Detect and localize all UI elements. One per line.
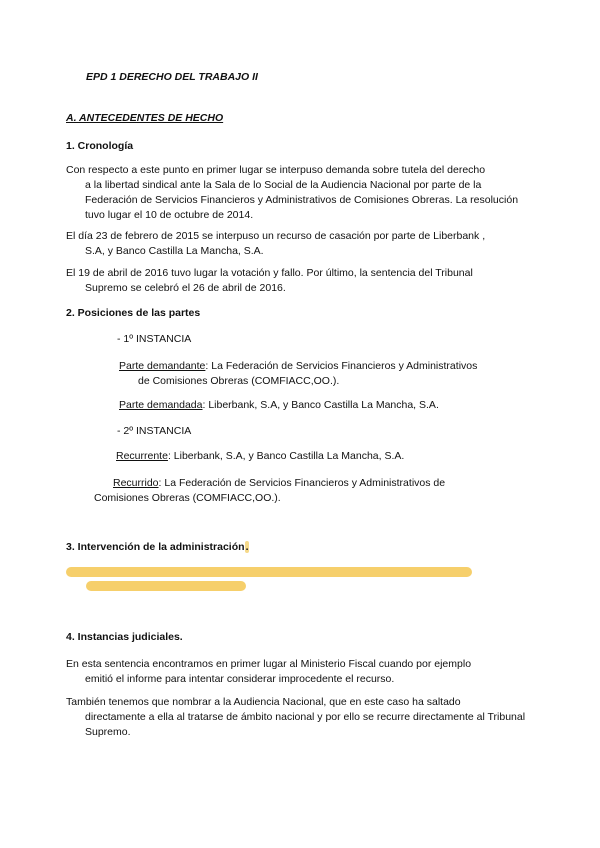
section-a-heading: A. ANTECEDENTES DE HECHO [66,112,224,124]
paragraph-first-line: También tenemos que nombrar a la Audiencia Nacional, que en este caso ha saltado [66,696,461,708]
highlight-mark-1 [66,567,472,577]
demandada-label: Parte demandada [119,399,203,411]
cronologia-heading: 1. Cronología [66,140,134,152]
recurrido-continuation: Comisiones Obreras (COMFIACC,OO.). [94,492,281,504]
highlighted-period: . [245,541,249,553]
recurrente-label: Recurrente [116,450,168,462]
highlight-mark-2 [86,581,246,591]
intervencion-heading [66,541,249,553]
cronologia-paragraph-3 [66,266,536,296]
recurrente-text: : Liberbank, S.A, y Banco Castilla La Mancha, S.A. [167,450,405,462]
demandada-text: : Liberbank, S.A, y Banco Castilla La Mancha, S.A. [202,399,439,411]
paragraph-continuation: emitió el informe para intentar considerar improcedente el recurso. [85,673,395,685]
parte-demandada [119,399,439,411]
paragraph-first-line: El 19 de abril de 2016 tuvo lugar la votación y fallo. Por último, la sentencia del Tribunal [66,267,473,279]
cronologia-paragraph-1 [66,163,536,223]
recurrido-text: : La Federación de Servicios Financieros y Administrativos de [158,477,446,489]
intervencion-heading-text: 3. Intervención de la administración [66,541,245,553]
recurrido [94,476,513,506]
paragraph-first-line: El día 23 de febrero de 2015 se interpuso un recurso de casación por parte de Liberbank , [66,230,486,242]
document-title: EPD 1 DERECHO DEL TRABAJO II [86,71,258,83]
parte-demandante [119,359,519,389]
demandante-text: : La Federación de Servicios Financieros y Administrativos [205,360,478,372]
cronologia-paragraph-2 [66,229,536,259]
recurrido-label: Recurrido [113,477,159,489]
segunda-instancia-label: - 2º INSTANCIA [117,425,192,437]
instancias-paragraph-2 [66,695,536,740]
paragraph-continuation: Supremo se celebró el 26 de abril de 2016. [85,282,286,294]
instancias-heading: 4. Instancias judiciales. [66,631,183,643]
instancias-paragraph-1 [66,657,536,687]
paragraph-first-line: En esta sentencia encontramos en primer lugar al Ministerio Fiscal cuando por ejemplo [66,658,472,670]
posiciones-heading: 2. Posiciones de las partes [66,307,201,319]
demandante-continuation: de Comisiones Obreras (COMFIACC,OO.). [138,375,340,387]
recurrente [116,450,404,462]
paragraph-continuation: S.A, y Banco Castilla La Mancha, S.A. [85,245,264,257]
demandante-label: Parte demandante [119,360,206,372]
paragraph-first-line: Con respecto a este punto en primer lugar se interpuso demanda sobre tutela del derecho [66,164,486,176]
paragraph-continuation: directamente a ella al tratarse de ámbito nacional y por ello se recurre directamente al Tribunal Supremo. [85,711,526,738]
primera-instancia-label: - 1º INSTANCIA [117,333,192,345]
paragraph-continuation: a la libertad sindical ante la Sala de lo Social de la Audiencia Nacional por parte de la Federación de Servicios Financieros y Administrativos de Comisiones Obreras. La resolución tuvo lugar el 10 de octubre de 2014. [85,179,519,221]
